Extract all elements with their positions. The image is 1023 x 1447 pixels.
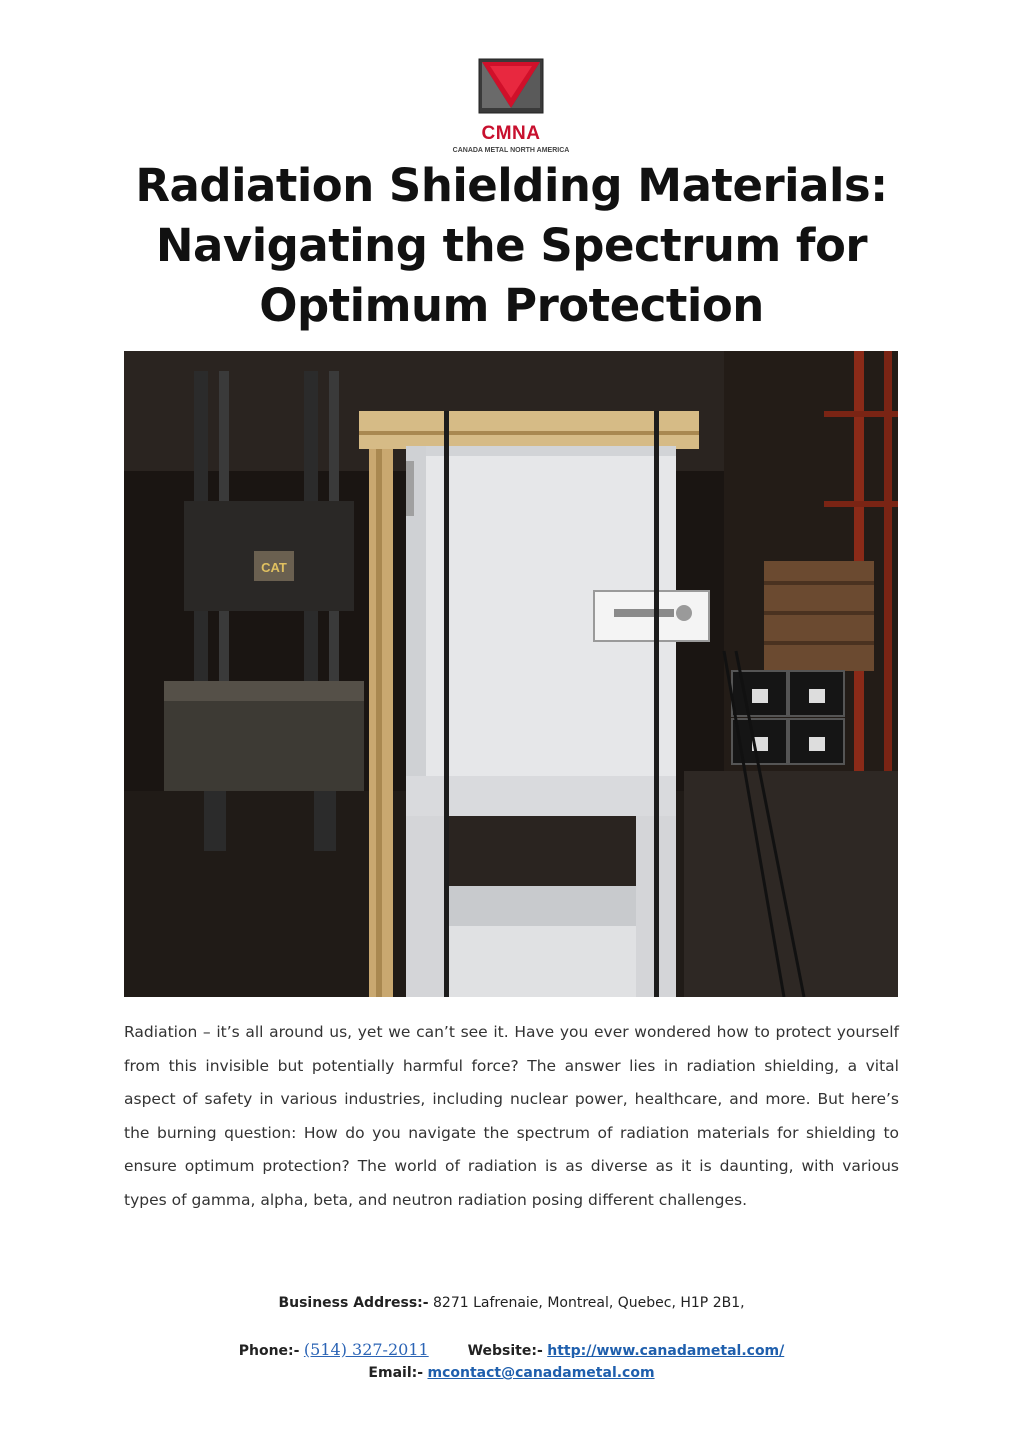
address-value: 8271 Lafrenaie, Montreal, Quebec, H1P 2B1,: [433, 1295, 745, 1311]
phone-website-line: [0, 1340, 1023, 1359]
phone-label: Phone:-: [238, 1343, 300, 1359]
email-link[interactable]: mcontact@canadametal.com: [427, 1365, 655, 1381]
email-line: [0, 1365, 1023, 1381]
phone-link[interactable]: (514) 327-2011: [303, 1340, 429, 1359]
forklift-cat-mark: CAT: [261, 560, 287, 575]
company-logo: [452, 58, 570, 158]
shielding-cabinet-photo: [124, 351, 898, 997]
website-link[interactable]: http://www.canadametal.com/: [547, 1343, 785, 1359]
website-label: Website:-: [467, 1343, 543, 1359]
intro-paragraph: Radiation – it’s all around us, yet we can’t see it. Have you ever wondered how to protect yourself from this invisible but potentially harmful force? The answer lies in radiation shielding, a vital aspect of safety in various industries, including nuclear power, healthcare, and more. But here’s the burning question: How do you navigate the spectrum of radiation materials for shielding to ensure optimum protection? The world of radiation is as diverse as it is daunting, with various types of gamma, alpha, beta, and neutron radiation posing different challenges.: [124, 1023, 899, 1209]
page-title: Radiation Shielding Materials: Navigating the Spectrum for Optimum Protection: [135, 159, 888, 332]
logo-triangle-icon: [478, 58, 544, 114]
logo-subtitle: CANADA METAL NORTH AMERICA: [452, 147, 570, 154]
logo-name: CMNA: [481, 123, 541, 144]
email-label: Email:-: [368, 1365, 424, 1381]
business-address-line: [0, 1295, 1023, 1311]
address-label: Business Address:-: [278, 1295, 429, 1311]
